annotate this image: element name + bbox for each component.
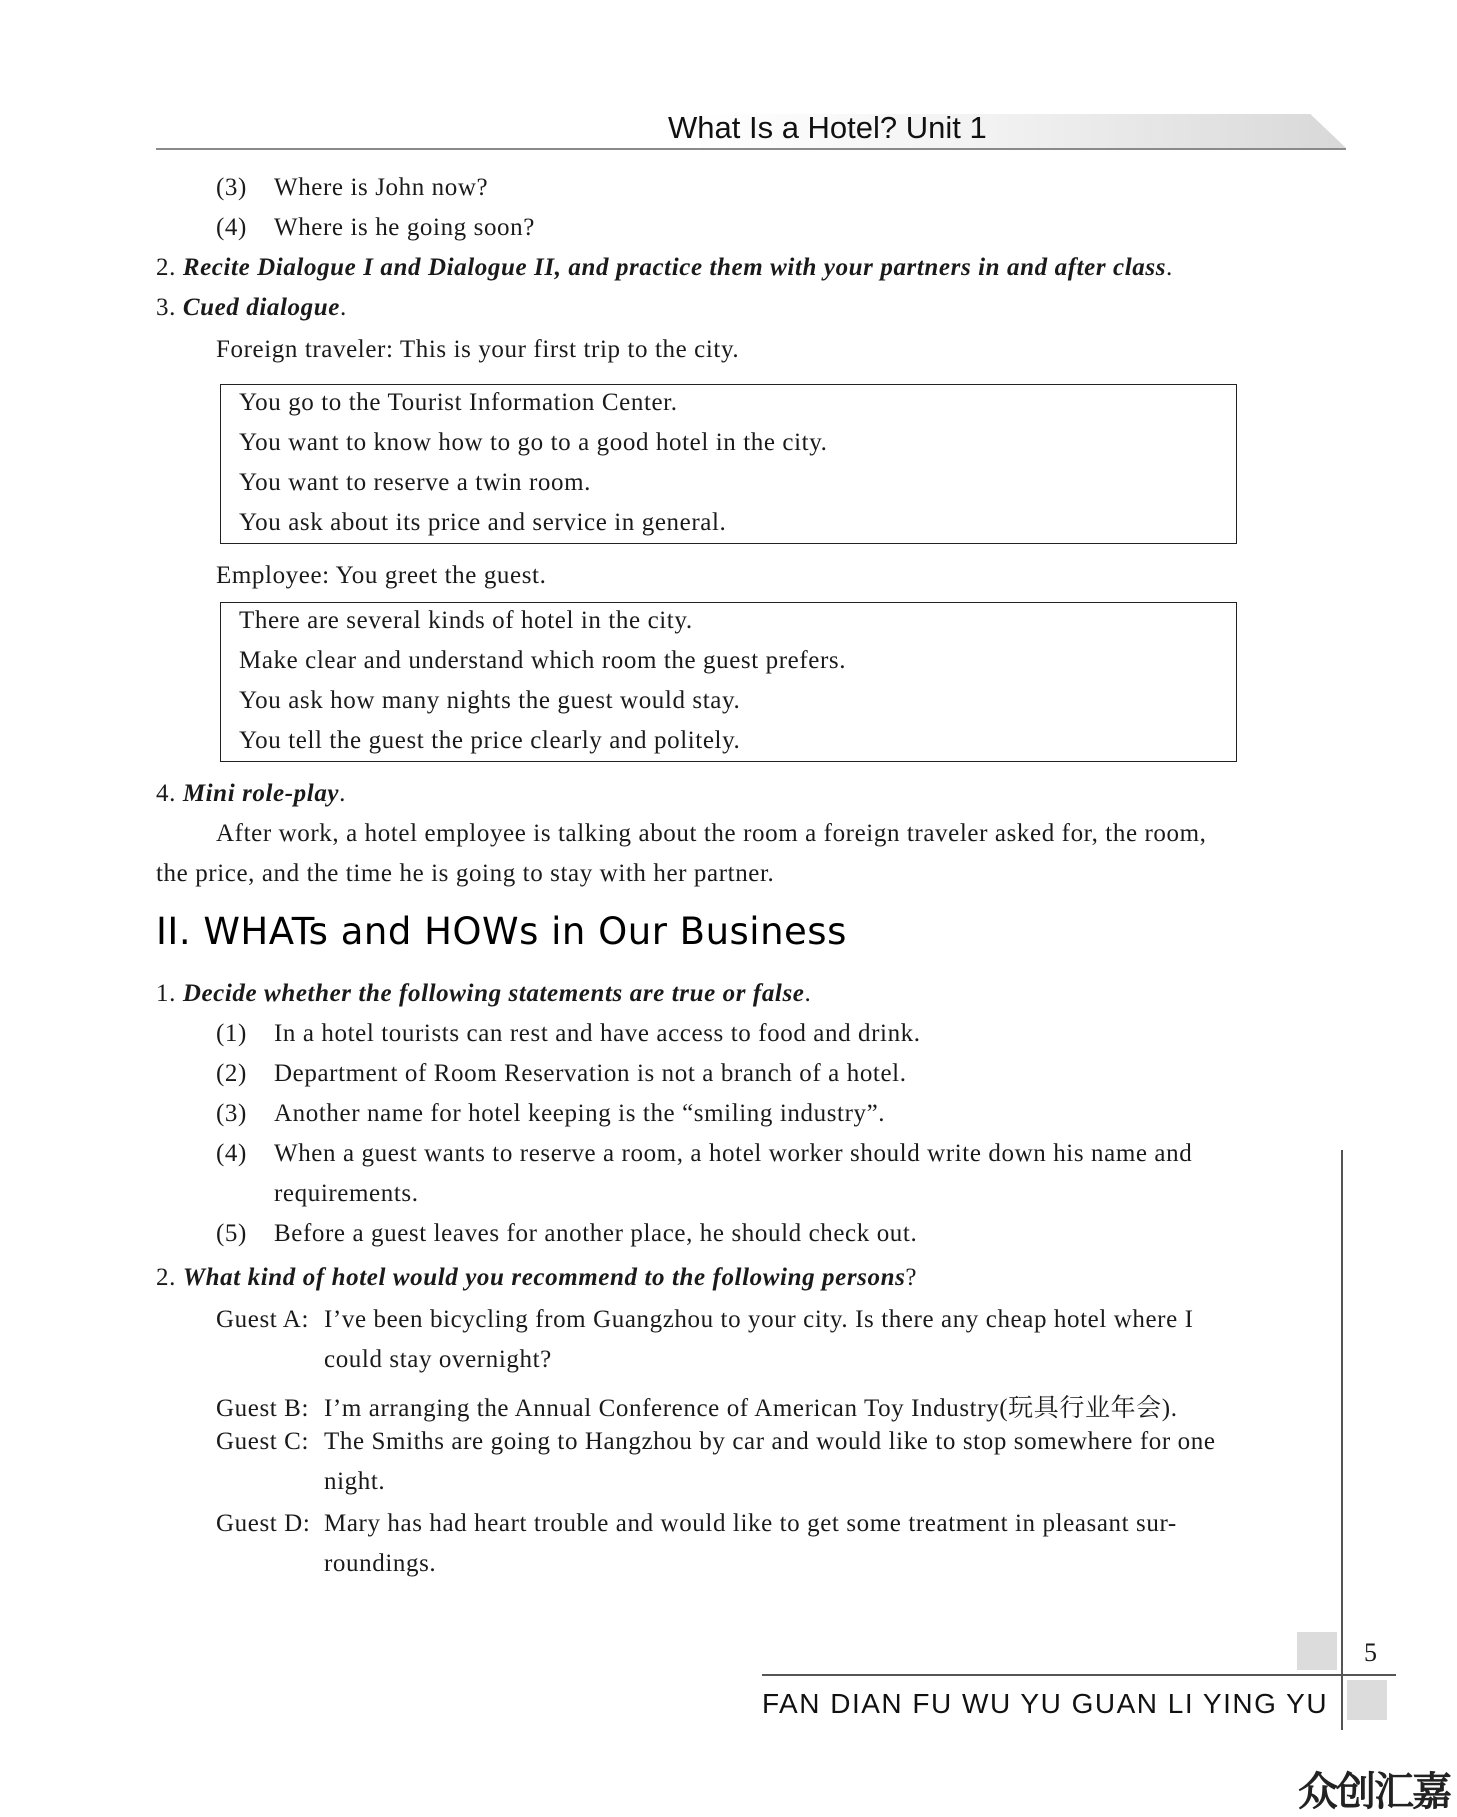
statement-number: (5) (216, 1220, 247, 1247)
page-number-block (1297, 1632, 1337, 1670)
question-4-text: Where is he going soon? (274, 214, 535, 241)
statement-number: (2) (216, 1060, 247, 1087)
employee-cue-line: You tell the guest the price clearly and politely. (239, 727, 741, 754)
exercise-2-number: 2. (156, 254, 176, 281)
guest-text: I’m arranging the Annual Conference of American Toy Industry(玩具行业年会). (324, 1395, 1178, 1422)
guest-item (216, 1306, 1194, 1334)
employee-cue-box (220, 602, 1237, 762)
guest-label: Guest C: (216, 1428, 309, 1455)
employee-cue-line: There are several kinds of hotel in the city. (239, 607, 693, 634)
traveler-cue-line: You want to reserve a twin room. (239, 469, 592, 496)
statement-item (216, 1140, 1192, 1168)
guest-text: I’ve been bicycling from Guangzhou to your city. Is there any cheap hotel where I (324, 1306, 1194, 1333)
guest-item (216, 1510, 1177, 1538)
traveler-cue-line: You go to the Tourist Information Center. (239, 389, 678, 416)
exercise-2-recommend (156, 1264, 917, 1292)
question-3-text: Where is John now? (274, 174, 489, 201)
margin-rule (1341, 1150, 1343, 1730)
question-3-number: (3) (216, 174, 247, 201)
exercise-1-period: . (804, 980, 812, 1007)
exercise-2-question-mark: ? (905, 1264, 918, 1291)
question-4 (216, 214, 535, 242)
statement-number: (3) (216, 1100, 247, 1127)
statement-continuation: requirements. (274, 1180, 419, 1207)
exercise-4-mini-role-play (156, 780, 346, 808)
statement-item (216, 1100, 885, 1128)
watermark-logo: 众创汇嘉 (1298, 1769, 1450, 1815)
traveler-cue-line: You want to know how to go to a good hotel in the city. (239, 429, 828, 456)
section-heading: II. WHATs and HOWs in Our Business (156, 910, 847, 953)
exercise-4-instruction: Mini role-play (182, 780, 340, 807)
exercise-3-cued-dialogue (156, 294, 347, 322)
running-header-title: What Is a Hotel? Unit 1 (668, 110, 987, 145)
guest-continuation: night. (324, 1468, 386, 1495)
traveler-cue-box (220, 384, 1237, 544)
guest-continuation: roundings. (324, 1550, 437, 1577)
traveler-intro: Foreign traveler: This is your first trip to the city. (216, 336, 740, 363)
page-number: 5 (1364, 1638, 1377, 1667)
exercise-1-true-false (156, 980, 811, 1008)
roleplay-paragraph-line: After work, a hotel employee is talking about the room a foreign traveler asked for, the room, (216, 820, 1207, 847)
question-4-number: (4) (216, 214, 247, 241)
statement-text: Another name for hotel keeping is the “smiling industry”. (274, 1100, 886, 1127)
exercise-2-number: 2. (156, 1264, 176, 1291)
exercise-2-period: . (1166, 254, 1173, 281)
exercise-2-instruction: What kind of hotel would you recommend to the following persons (182, 1264, 906, 1291)
exercise-1-number: 1. (156, 980, 176, 1007)
book-title-footer: FAN DIAN FU WU YU GUAN LI YING YU (762, 1688, 1329, 1719)
header-rule (156, 148, 1346, 150)
statement-text: When a guest wants to reserve a room, a hotel worker should write down his name and (274, 1140, 1193, 1167)
guest-text: Mary has had heart trouble and would like to get some treatment in pleasant sur- (324, 1510, 1177, 1537)
guest-item (216, 1428, 1216, 1456)
guest-label: Guest D: (216, 1510, 311, 1537)
statement-text: In a hotel tourists can rest and have access to food and drink. (274, 1020, 921, 1047)
employee-cue-line: Make clear and understand which room the guest prefers. (239, 647, 847, 674)
exercise-1-instruction: Decide whether the following statements are true or false (182, 980, 805, 1007)
guest-text: The Smiths are going to Hangzhou by car and would like to stop somewhere for one (324, 1428, 1216, 1455)
exercise-3-number: 3. (156, 294, 176, 321)
statement-item (216, 1020, 921, 1048)
guest-label: Guest B: (216, 1395, 309, 1422)
exercise-4-number: 4. (156, 780, 176, 807)
exercise-3-instruction: Cued dialogue (182, 294, 340, 321)
footer-rule (762, 1674, 1396, 1676)
statement-text: Before a guest leaves for another place, he should check out. (274, 1220, 918, 1247)
question-3 (216, 174, 488, 202)
guest-item (216, 1388, 1178, 1424)
statement-number: (1) (216, 1020, 247, 1047)
roleplay-paragraph-line: the price, and the time he is going to stay with her partner. (156, 860, 775, 887)
exercise-2-instruction: Recite Dialogue I and Dialogue II, and practice them with your partners in and after class (182, 254, 1167, 281)
statement-item (216, 1060, 907, 1088)
guest-continuation: could stay overnight? (324, 1346, 552, 1373)
exercise-4-period: . (339, 780, 346, 807)
employee-cue-line: You ask how many nights the guest would stay. (239, 687, 741, 714)
employee-intro: Employee: You greet the guest. (216, 562, 547, 589)
footer-block (1347, 1680, 1387, 1720)
statement-number: (4) (216, 1140, 247, 1167)
statement-item (216, 1220, 917, 1248)
guest-label: Guest A: (216, 1306, 309, 1333)
exercise-2-recite (156, 254, 1173, 282)
traveler-cue-line: You ask about its price and service in general. (239, 509, 727, 536)
exercise-3-period: . (339, 294, 347, 321)
statement-text: Department of Room Reservation is not a branch of a hotel. (274, 1060, 907, 1087)
